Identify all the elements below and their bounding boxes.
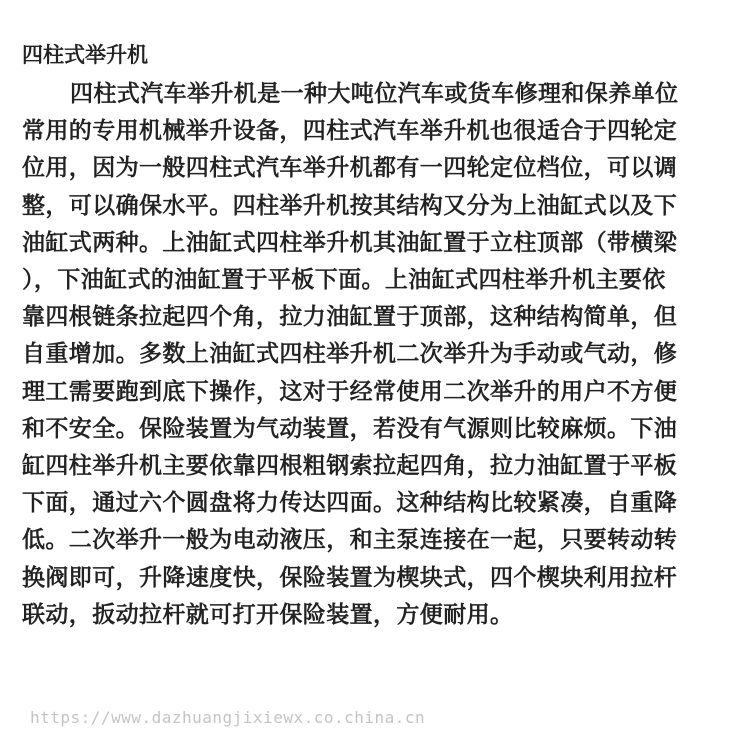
paragraph-line: 和不安全。保险装置为气动装置，若没有气源则比较麻烦。下油 [22,415,678,442]
document [22,38,722,634]
paragraph-line: 联动，扳动拉杆就可打开保险装置，方便耐用。 [22,601,514,628]
paragraph-line: 下面，通过六个圆盘将力传达四面。这种结构比较紧凑，自重降 [22,490,678,517]
document-title: 四柱式举升机 [22,43,148,67]
document-body [22,76,722,634]
paragraph-line: 缸四柱举升机主要依靠四根粗钢索拉起四角，拉力油缸置于平板 [22,453,678,480]
paragraph-line: 整，可以确保水平。四柱举升机按其结构又分为上油缸式以及下 [22,192,678,219]
paragraph-line: 油缸式两种。上油缸式四柱举升机其油缸置于立柱顶部（带横梁 [22,229,678,256]
paragraph-line: 四柱式汽车举升机是一种大吨位汽车或货车修理和保养单位 [70,81,679,107]
watermark: https://www.dazhuangjixiewx.co.china.cn [30,708,426,727]
paragraph-line: 位用，因为一般四柱式汽车举升机都有一四轮定位档位，可以调 [22,155,678,182]
paragraph-line: 理工需要跑到底下操作，这对于经常使用二次举升的用户不方便 [22,378,678,405]
paragraph-line: ），下油缸式的油缸置于平板下面。上油缸式四柱举升机主要依 [22,267,666,294]
paragraph-line: 常用的专用机械举升设备，四柱式汽车举升机也很适合于四轮定 [22,118,678,145]
paragraph-line: 低。二次举升一般为电动液压，和主泵连接在一起，只要转动转 [22,527,678,554]
paragraph-line: 自重增加。多数上油缸式四柱举升机二次举升为手动或气动，修 [22,341,678,368]
paragraph-line: 靠四根链条拉起四个角，拉力油缸置于顶部，这种结构简单，但 [22,304,678,331]
paragraph-line: 换阀即可，升降速度快，保险装置为楔块式，四个楔块利用拉杆 [22,564,678,591]
